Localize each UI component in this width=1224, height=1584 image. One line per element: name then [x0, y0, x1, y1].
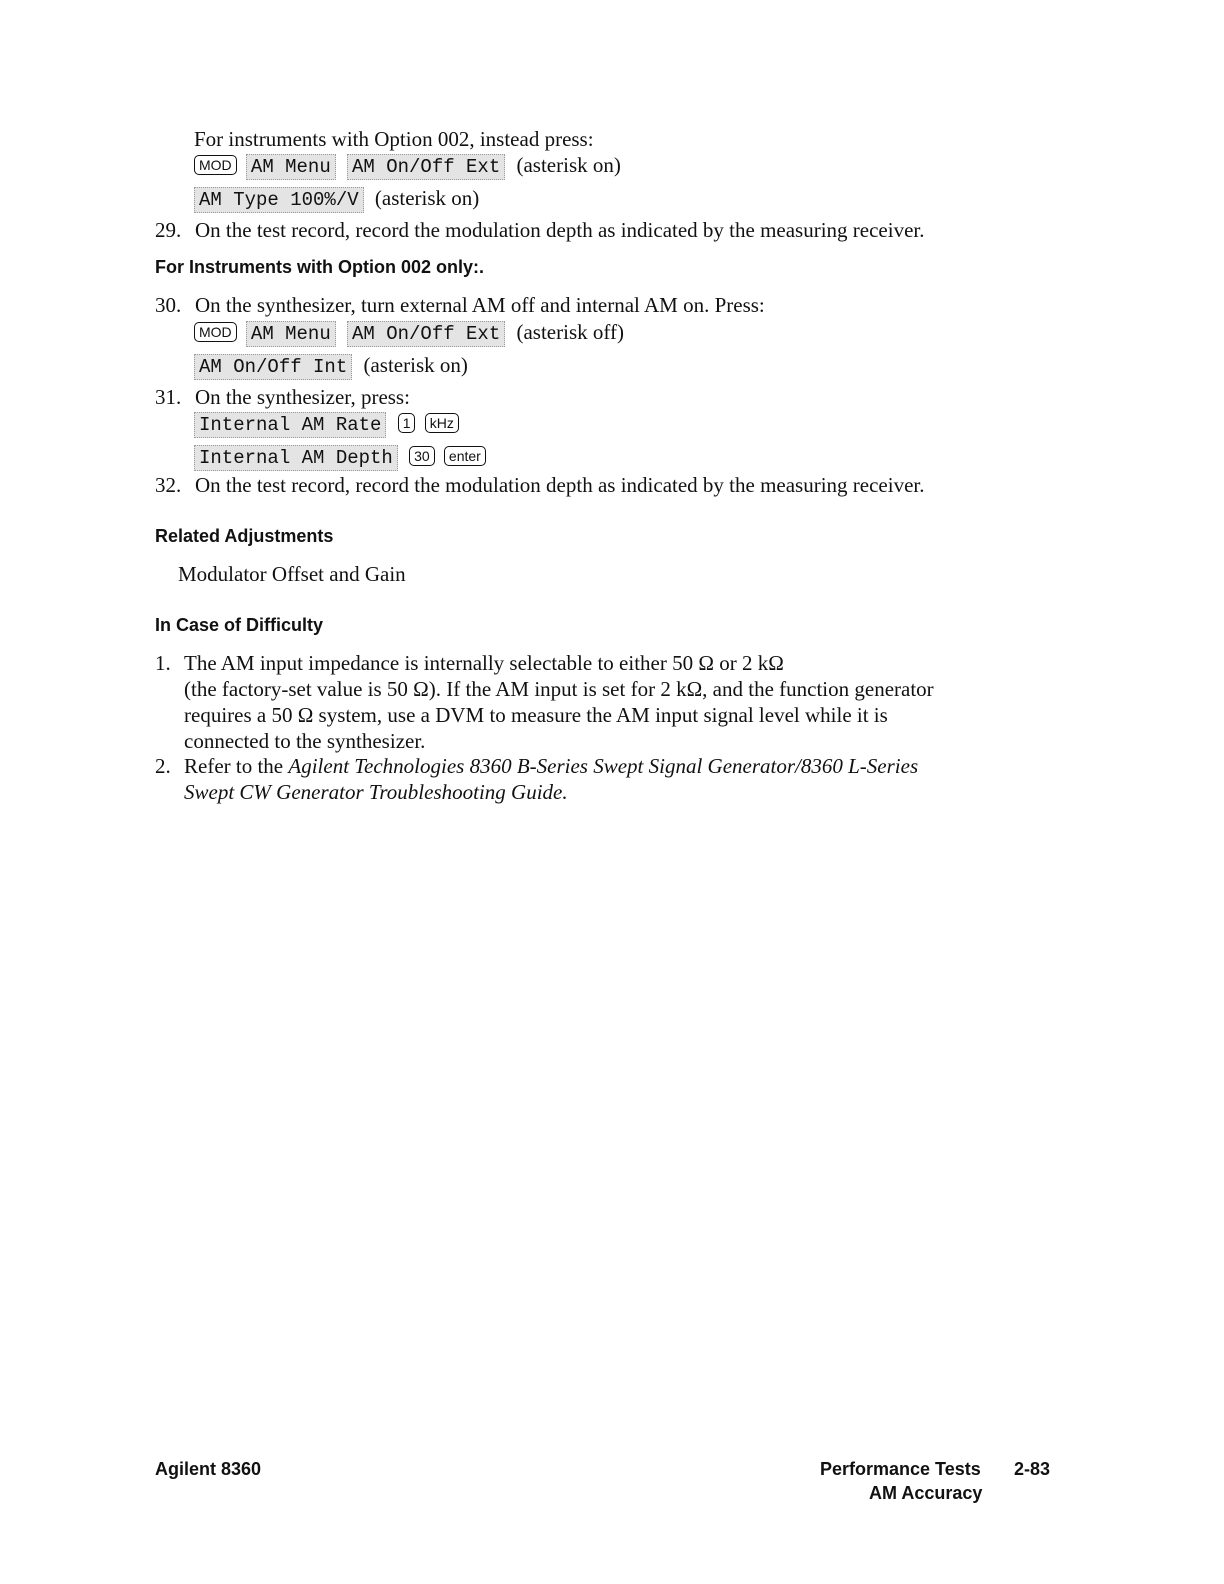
item-prefix: Refer to the — [184, 754, 289, 778]
step-30 — [155, 292, 765, 318]
item-number: 1. — [155, 651, 171, 675]
step-text: On the test record, record the modulation depth as indicated by the measuring receiver. — [195, 218, 925, 242]
am-type-softkey: AM Type 100%/V — [194, 187, 364, 213]
am-menu-softkey: AM Menu — [246, 321, 336, 347]
opt002-keyline-2 — [194, 185, 479, 213]
mod-hardkey: MOD — [194, 155, 237, 175]
step-29 — [155, 217, 925, 243]
guide-title: Agilent Technologies 8360 B-Series Swept Signal Generator/8360 L-Series — [288, 754, 919, 778]
difficulty-item-2 — [155, 753, 918, 779]
difficulty-item-1 — [155, 650, 784, 676]
internal-am-rate-softkey: Internal AM Rate — [194, 412, 386, 438]
step-text: On the synthesizer, turn external AM off and internal AM on. Press: — [195, 293, 765, 317]
keyline-note: (asterisk on) — [374, 186, 480, 210]
step-number: 29. — [155, 218, 182, 242]
item-number: 2. — [155, 754, 171, 778]
step-number: 30. — [155, 293, 182, 317]
section-heading-option-002: For Instruments with Option 002 only:. — [155, 257, 485, 277]
am-onoff-ext-softkey: AM On/Off Ext — [347, 154, 505, 180]
related-adjustments-text: Modulator Offset and Gain — [178, 562, 406, 586]
opt002-keyline-1 — [194, 152, 621, 180]
item-line: The AM input impedance is internally selectable to either 50 Ω or 2 kΩ — [184, 651, 784, 675]
digits-30-hardkey: 30 — [409, 446, 435, 466]
step-text: On the test record, record the modulation depth as indicated by the measuring receiver. — [195, 473, 925, 497]
footer-page-number: 2-83 — [1014, 1459, 1051, 1479]
am-onoff-ext-softkey: AM On/Off Ext — [347, 321, 505, 347]
difficulty-heading: In Case of Difficulty — [155, 615, 324, 635]
enter-hardkey: enter — [444, 446, 486, 466]
step31-keyline-2 — [194, 443, 490, 471]
khz-hardkey: kHz — [425, 413, 459, 433]
related-adjustments-heading: Related Adjustments — [155, 526, 334, 546]
difficulty-item-1-line-3: requires a 50 Ω system, use a DVM to measure the AM input signal level while it is — [184, 703, 888, 727]
footer-product: Agilent 8360 — [155, 1459, 262, 1479]
am-onoff-int-softkey: AM On/Off Int — [194, 354, 352, 380]
intro-text: For instruments with Option 002, instead press: — [194, 127, 594, 151]
am-menu-softkey: AM Menu — [246, 154, 336, 180]
step-number: 32. — [155, 473, 182, 497]
difficulty-item-1-line-4: connected to the synthesizer. — [184, 729, 426, 753]
difficulty-item-1-line-2: (the factory-set value is 50 Ω). If the AM input is set for 2 kΩ, and the function generator — [184, 677, 934, 701]
footer-section: Performance Tests — [820, 1459, 981, 1479]
keyline-note: (asterisk on) — [516, 153, 621, 177]
keyline-note: (asterisk on) — [363, 353, 468, 377]
keyline-note: (asterisk off) — [516, 320, 624, 344]
digit-1-hardkey: 1 — [398, 413, 416, 433]
step31-keyline-1 — [194, 410, 463, 438]
mod-hardkey: MOD — [194, 322, 237, 342]
step-32 — [155, 472, 925, 498]
step-number: 31. — [155, 385, 182, 409]
step30-keyline-2 — [194, 352, 468, 380]
step-31 — [155, 384, 410, 410]
footer-subsection: AM Accuracy — [869, 1483, 983, 1503]
step-text: On the synthesizer, press: — [195, 385, 410, 409]
guide-title-line-2: Swept CW Generator Troubleshooting Guide. — [184, 780, 568, 804]
step30-keyline-1 — [194, 319, 624, 347]
internal-am-depth-softkey: Internal AM Depth — [194, 445, 398, 471]
